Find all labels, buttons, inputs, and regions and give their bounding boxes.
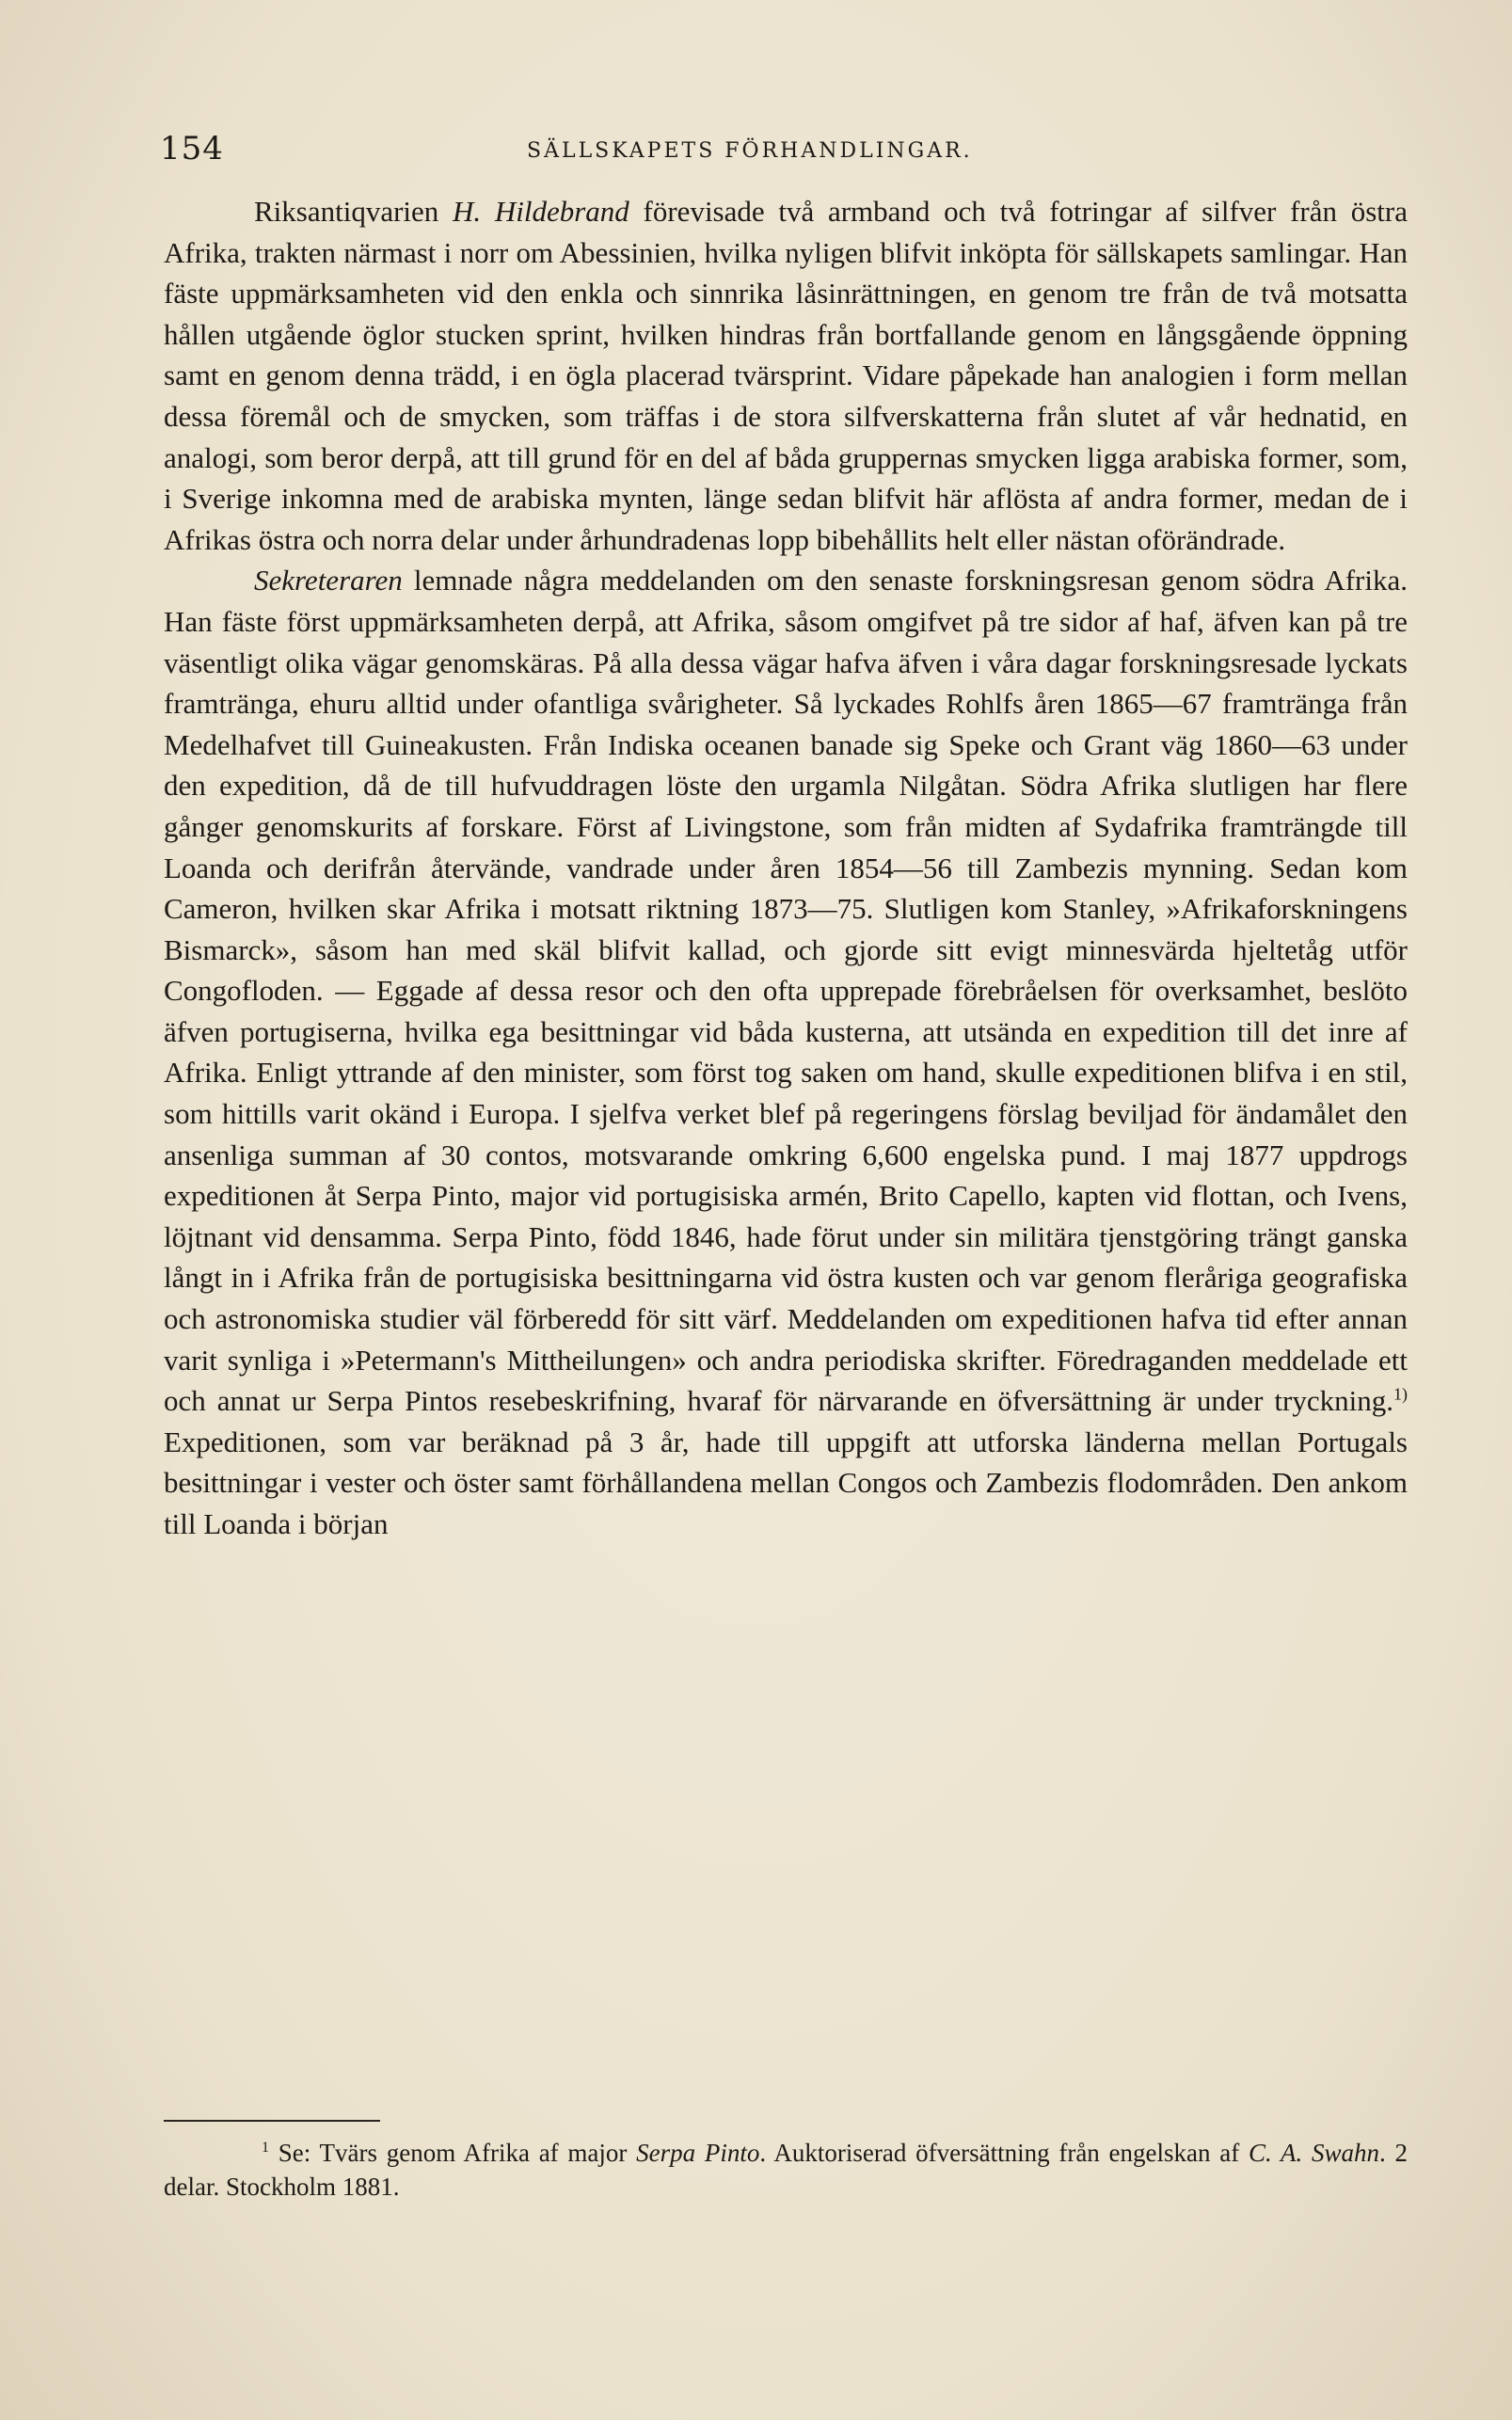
paragraph-text: lemnade några meddelanden om den senaste forskningsresan genom södra Afrika. Han fäste först uppmärksamheten derpå, att Afrika, såsom omgifvet på tre sidor af haf, äfven kan på tre väsentligt olika vägar genomskäras. På alla dessa vägar hafva äfven i våra dagar forskningsresade lyckats framtränga, ehuru alltid under ofantliga svårigheter. Så lyckades Rohlfs åren 1865—67 framtränga från Medelhafvet till Guineakusten. Från Indiska oceanen banade sig Speke och Grant väg 1860—63 under den expedition, då de till hufvuddragen löste den urgamla Nilgåtan. Södra Afrika slutligen har flere gånger genomskurits af forskare. Först af Livingstone, som från midten af Sydafrika framträngde till Loanda och derifrån återvände, vandrade under åren 1854—56 till Zambezis mynning. Sedan kom Cameron, hvilken skar Afrika i motsatt riktning 1873—75. Slutligen kom Stanley, »Afrikaforskningens Bismarck», såsom han med skäl blifvit kallad, och gjorde sitt evigt minnesvärda hjeltetåg utför Congofloden. — Eggade af dessa resor och den ofta upprepade förebråelsen för overksamhet, beslöto äfven portugiserna, hvilka ega besittningar vid båda kusterna, att utsända en expedition till det inre af Afrika. Enligt yttrande af den minister, som först tog saken om hand, skulle expeditionen blifva i en stil, som hittills varit okänd i Europa. I sjelfva verket blef på regeringens förslag beviljad för ändamålet den ansenliga summan af 30 contos, motsvarande omkring 6,600 engelska pund. I maj 1877 uppdrogs expeditionen åt Serpa Pinto, major vid portugisiska armén, Brito Capello, kapten vid flottan, och Ivens, löjtnant vid densamma. Serpa Pinto, född 1846, hade förut under sin militära tjenstgöring trängt ganska långt in i Afrika från de portugisiska besittningarna vid östra kusten och var genom fleråriga geografiska och astronomiska studier väl förberedd för sitt värf. Meddelanden om expeditionen hafva tid efter annan varit synliga i »Petermann's Mittheilungen» och andra periodiska skrifter. Föredraganden meddelade ett och annat ur Serpa Pintos resebeskrifning, hvaraf för närvarande en öfversättning är under tryckning. <box>164 564 1408 1418</box>
paragraph-text-continued: Expeditionen, som var beräknad på 3 år, hade till uppgift att utforska länderna mellan Portugals besittningar i vester och öster samt förhållandena mellan Congos och Zambezis flodområden. Den ankom till Loanda i början <box>164 1425 1408 1540</box>
page-number: 154 <box>160 130 224 167</box>
footnote-text: . Auktoriserad öfversättning från engelskan af <box>759 2139 1249 2167</box>
paragraph-hildebrand <box>164 191 1408 560</box>
paragraph-lead: Riksantiqvarien <box>254 195 454 228</box>
footnote-translator: C. A. Swahn <box>1248 2139 1380 2167</box>
footnote-marker: 1 <box>262 2140 269 2156</box>
body-text <box>164 191 1408 1545</box>
footnote-text: . 2 delar. Stockholm 1881. <box>164 2139 1409 2201</box>
running-head: SÄLLSKAPETS FÖRHANDLINGAR. <box>527 139 973 163</box>
paragraph-sekreteraren <box>164 560 1408 1544</box>
paragraph-lead: Sekreteraren <box>254 564 403 597</box>
footnote-text: Se: Tvärs genom Afrika af major <box>269 2139 637 2167</box>
footnote-author: Serpa Pinto <box>636 2139 760 2167</box>
page-header <box>160 130 1411 186</box>
person-name: H. Hildebrand <box>453 195 629 228</box>
footnote <box>164 2136 1408 2204</box>
paragraph-text: förevisade två armband och två fotringar af silfver från östra Afrika, trakten närmast i norr om Abessinien, hvilka nyligen blifvit inköpta för sällskapets samlingar. Han fäste uppmärksamheten vid den enkla och sinnrika låsinrättningen, en genom tre från de två motsatta hållen utgående öglor stucken sprint, hvilken hindras från bortfallande genom en långsgående öppning samt en genom denna trädd, i en ögla placerad tvärsprint. Vidare påpekade han analogien i form mellan dessa föremål och de smycken, som träffas i de stora silfverskatterna från slutet af vår hednatid, en analogi, som beror derpå, att till grund för en del af båda gruppernas smycken ligga arabiska former, som, i Sverige inkomna med de arabiska mynten, länge sedan blifvit här aflösta af andra former, medan de i Afrikas östra och norra delar under århundradenas lopp bibehållits helt eller nästan oförändrade. <box>164 195 1408 556</box>
footnote-reference: 1) <box>1393 1384 1408 1404</box>
footnote-divider <box>164 2120 380 2122</box>
